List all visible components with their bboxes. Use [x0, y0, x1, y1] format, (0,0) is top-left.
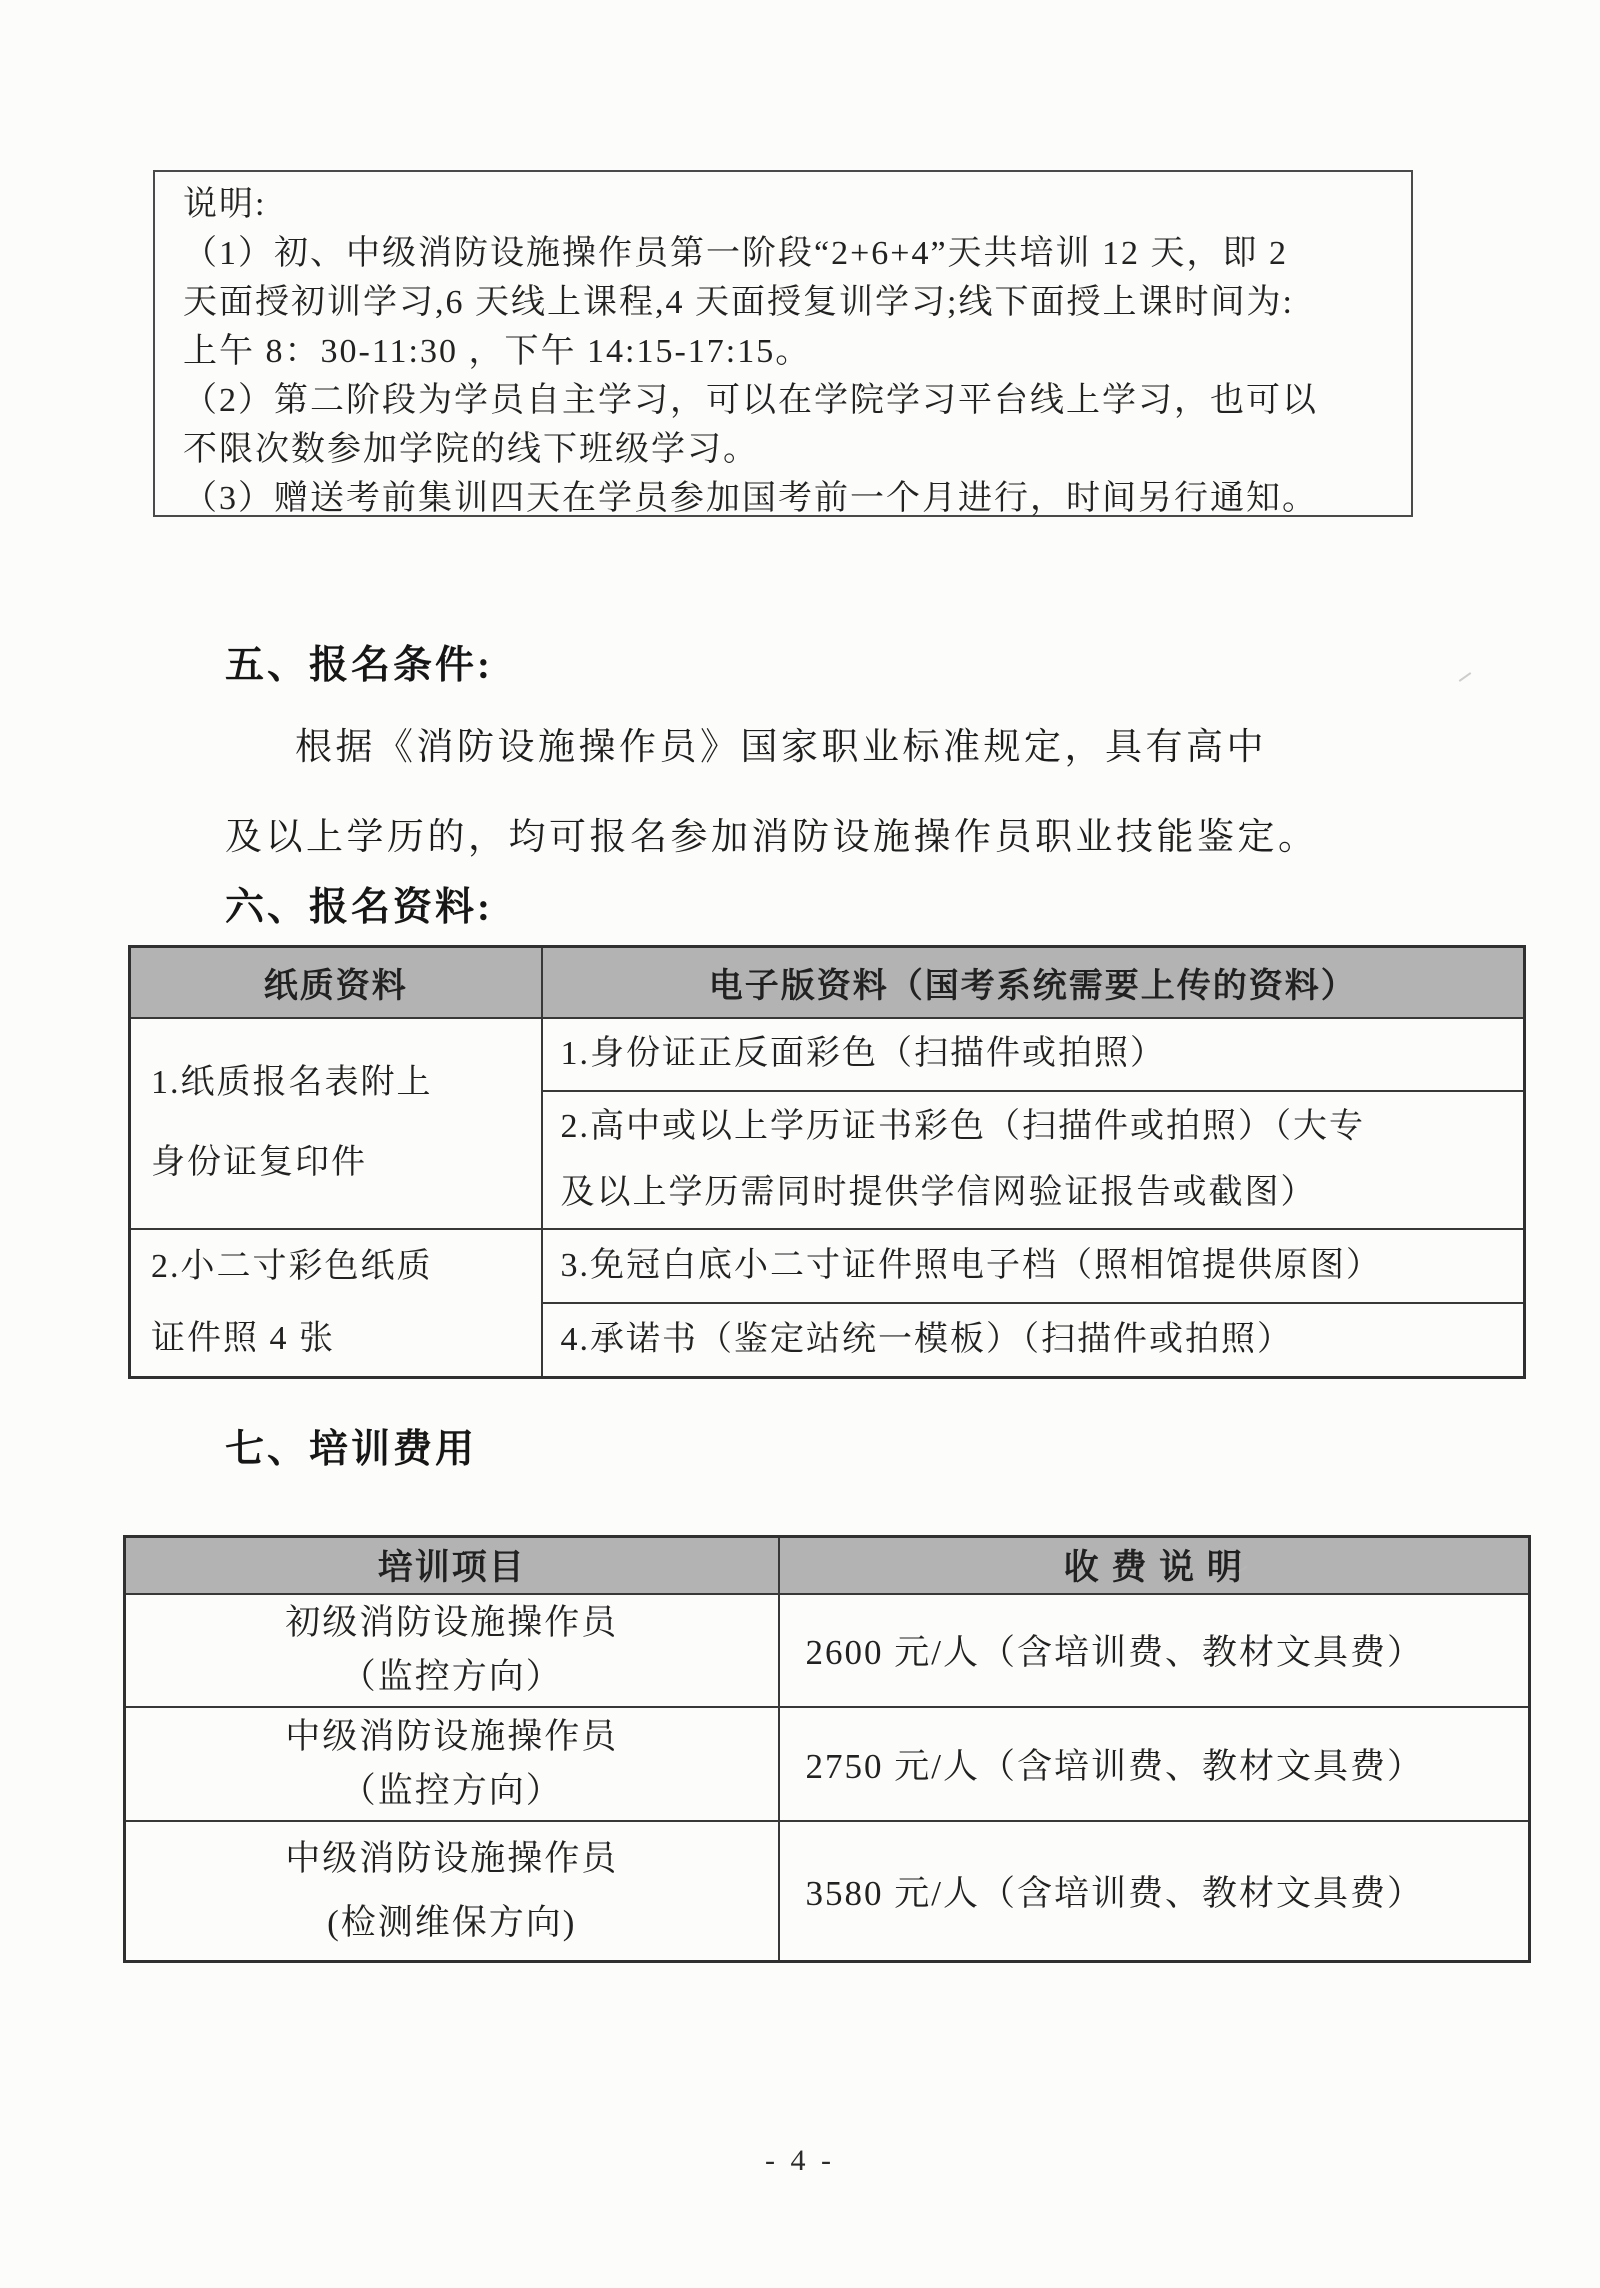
digital-item-4-cell: 4.承诺书（鉴定站统一模板）（扫描件或拍照） — [542, 1303, 1525, 1377]
fee-table — [123, 1535, 1531, 1963]
digital-item-2-cell — [542, 1091, 1525, 1229]
fee-row-1-project-line-1: 初级消防设施操作员 — [285, 1603, 619, 1642]
section-heading-enrollment-conditions: 五、报名条件: — [225, 644, 493, 687]
fee-row-2-fee: 2750 元/人（含培训费、教材文具费） — [779, 1707, 1530, 1821]
enrollment-paragraph-line-1: 根据《消防设施操作员》国家职业标准规定，具有高中 — [295, 727, 1267, 768]
paper-item-2-line-2: 证件照 4 张 — [151, 1319, 335, 1357]
enrollment-paragraph-line-2: 及以上学历的，均可报名参加消防设施操作员职业技能鉴定。 — [225, 817, 1319, 858]
note-line-5: 不限次数参加学院的线下班级学习。 — [183, 431, 759, 468]
materials-header-row — [130, 947, 1525, 1018]
materials-header-paper: 纸质资料 — [130, 947, 542, 1018]
table-row — [130, 1229, 1525, 1304]
table-row — [125, 1821, 1530, 1962]
fee-header-project: 培训项目 — [125, 1537, 779, 1594]
scan-artifact — [1459, 672, 1472, 682]
note-box — [153, 170, 1413, 517]
section-heading-enrollment-materials: 六、报名资料: — [225, 886, 493, 929]
page-number: - 4 - — [765, 2144, 835, 2177]
fee-row-1-fee: 2600 元/人（含培训费、教材文具费） — [779, 1594, 1530, 1707]
note-line-6: （3）赠送考前集训四天在学员参加国考前一个月进行，时间另行通知。 — [183, 480, 1318, 517]
note-line-1: （1）初、中级消防设施操作员第一阶段“2+6+4”天共培训 12 天，即 2 — [183, 235, 1289, 272]
paper-item-1-cell — [130, 1018, 542, 1229]
fee-header-description: 收 费 说 明 — [779, 1537, 1530, 1594]
fee-row-2-project-line-1: 中级消防设施操作员 — [285, 1716, 619, 1756]
digital-item-2-line-1: 2.高中或以上学历证书彩色（扫描件或拍照）（大专 — [560, 1107, 1365, 1145]
fee-row-3-project — [125, 1821, 779, 1962]
note-title: 说明: — [183, 186, 267, 223]
paper-item-1-line-2: 身份证复印件 — [151, 1144, 367, 1181]
note-line-2: 天面授初训学习,6 天线上课程,4 天面授复训学习;线下面授上课时间为: — [183, 284, 1294, 321]
fee-header-row — [125, 1537, 1530, 1594]
table-row — [125, 1707, 1530, 1821]
materials-header-digital: 电子版资料（国考系统需要上传的资料） — [542, 947, 1525, 1018]
fee-row-1-project — [125, 1594, 779, 1707]
paper-item-1-line-1: 1.纸质报名表附上 — [151, 1064, 433, 1101]
note-line-3: 上午 8：30-11:30 ，下午 14:15-17:15。 — [183, 333, 812, 370]
paper-item-2-line-1: 2.小二寸彩色纸质 — [151, 1247, 433, 1285]
fee-row-1-project-line-2: （监控方向） — [340, 1657, 563, 1696]
digital-item-2-line-2: 及以上学历需同时提供学信网验证报告或截图） — [560, 1173, 1317, 1211]
materials-table — [128, 945, 1526, 1379]
table-row — [125, 1594, 1530, 1707]
table-row — [130, 1018, 1525, 1091]
paper-item-2-cell — [130, 1229, 542, 1378]
fee-row-3-project-line-1: 中级消防设施操作员 — [285, 1838, 619, 1878]
section-heading-training-fees: 七、培训费用 — [225, 1428, 478, 1471]
fee-row-2-project — [125, 1707, 779, 1821]
digital-item-1-cell: 1.身份证正反面彩色（扫描件或拍照） — [542, 1018, 1525, 1091]
digital-item-3-cell: 3.免冠白底小二寸证件照电子档（照相馆提供原图） — [542, 1229, 1525, 1304]
fee-row-2-project-line-2: （监控方向） — [340, 1770, 563, 1810]
fee-row-3-project-line-2: (检测维保方向) — [327, 1902, 577, 1942]
fee-row-3-fee: 3580 元/人（含培训费、教材文具费） — [779, 1821, 1530, 1962]
note-line-4: （2）第二阶段为学员自主学习，可以在学院学习平台线上学习，也可以 — [183, 382, 1318, 419]
